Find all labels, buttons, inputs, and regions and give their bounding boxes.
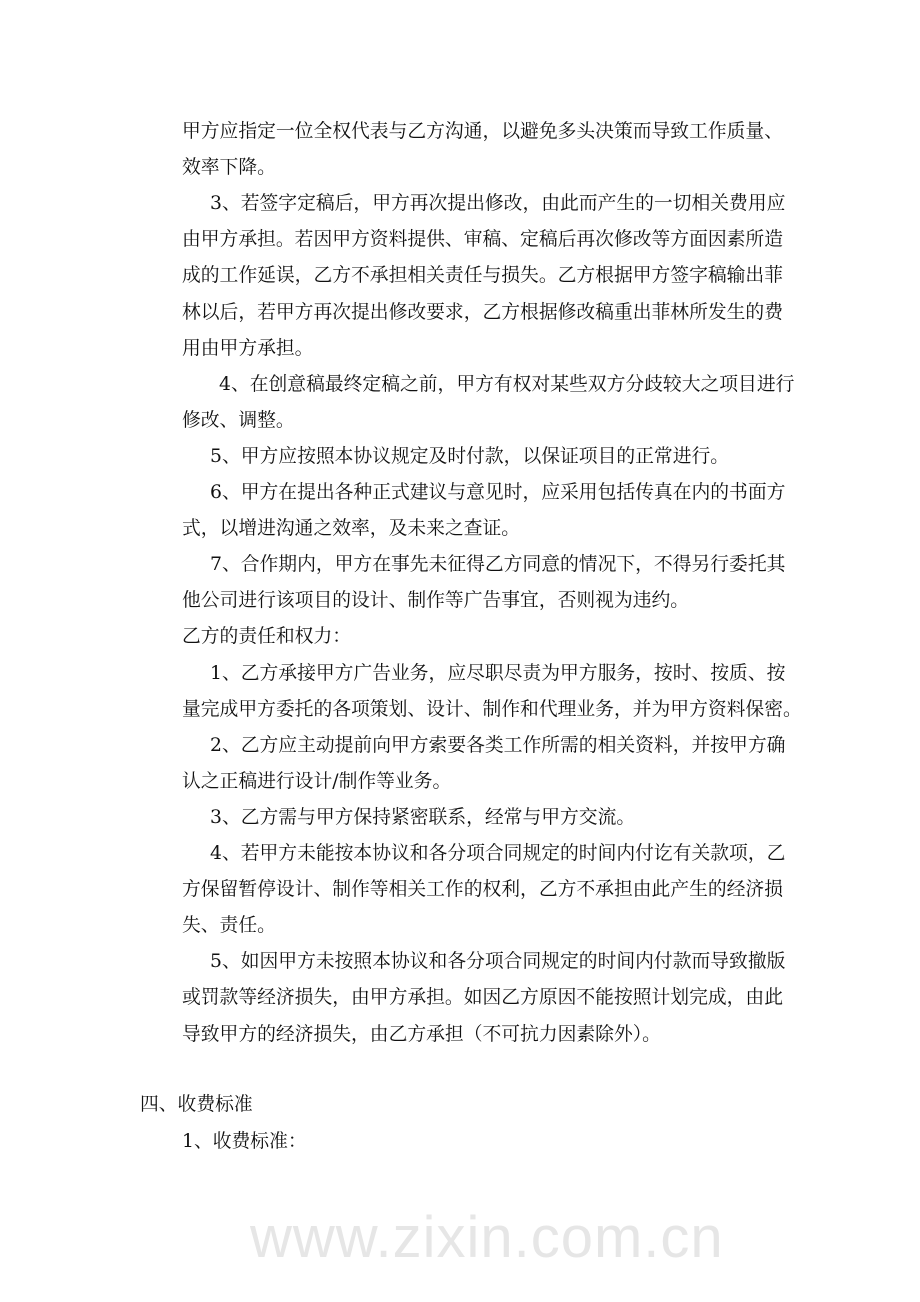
text-line: 5、如因甲方未按照本协议和各分项合同规定的时间内付款而导致撤版 (210, 951, 786, 973)
text-line: 或罚款等经济损失，由甲方承担。如因乙方原因不能按照计划完成，由此 (182, 987, 783, 1009)
text-line: 7、合作期内，甲方在事先未征得乙方同意的情况下，不得另行委托其 (210, 554, 786, 576)
text-line: 方保留暂停设计、制作等相关工作的权利，乙方不承担由此产生的经济损 (182, 879, 783, 901)
text-line: 6、甲方在提出各种正式建议与意见时，应采用包括传真在内的书面方 (210, 482, 786, 503)
text-line: 失、责任。 (182, 915, 276, 937)
text-line: 1、乙方承接甲方广告业务，应尽职尽责为甲方服务，按时、按质、按 (210, 662, 786, 684)
text-line: 效率下降。 (182, 157, 276, 179)
text-line: 导致甲方的经济损失，由乙方承担（不可抗力因素除外）。 (182, 1023, 661, 1045)
text-line: 成的工作延误，乙方不承担相关责任与损失。乙方根据甲方签字稿输出菲 (182, 265, 783, 287)
section-subheading: 乙方的责任和权力： (182, 626, 352, 648)
text-line: 认之正稿进行设计/制作等业务。 (182, 770, 452, 792)
section-heading: 四、收费标准 (140, 1094, 253, 1115)
text-line: 由甲方承担。若因甲方资料提供、审稿、定稿后再次修改等方面因素所造 (182, 229, 783, 251)
text-line: 量完成甲方委托的各项策划、设计、制作和代理业务，并为甲方资料保密。 (182, 698, 802, 720)
text-line: 用由甲方承担。 (182, 337, 314, 359)
text-line: 他公司进行该项目的设计、制作等广告事宜，否则视为违约。 (182, 590, 690, 612)
text-line: 修改、调整。 (182, 409, 295, 431)
text-line: 林以后，若甲方再次提出修改要求，乙方根据修改稿重出菲林所发生的费 (182, 301, 783, 323)
text-line: 2、乙方应主动提前向甲方索要各类工作所需的相关资料，并按甲方确 (210, 734, 786, 756)
watermark: www.zixin.com.cn (250, 1205, 724, 1270)
text-line: 3、若签字定稿后，甲方再次提出修改，由此而产生的一切相关费用应 (210, 193, 786, 215)
text-line: 4、在创意稿最终定稿之前，甲方有权对某些双方分歧较大之项目进行 (219, 373, 795, 395)
text-line: 5、甲方应按照本协议规定及时付款，以保证项目的正常进行。 (210, 445, 730, 467)
text-line: 式，以增进沟通之效率，及未来之查证。 (182, 518, 521, 540)
text-line: 3、乙方需与甲方保持紧密联系，经常与甲方交流。 (210, 806, 636, 828)
text-line: 4、若甲方未能按本协议和各分项合同规定的时间内付讫有关款项，乙 (210, 843, 786, 864)
text-line: 甲方应指定一位全权代表与乙方沟通，以避免多头决策而导致工作质量、 (182, 121, 783, 142)
section-item: 1、收费标准： (182, 1131, 307, 1152)
